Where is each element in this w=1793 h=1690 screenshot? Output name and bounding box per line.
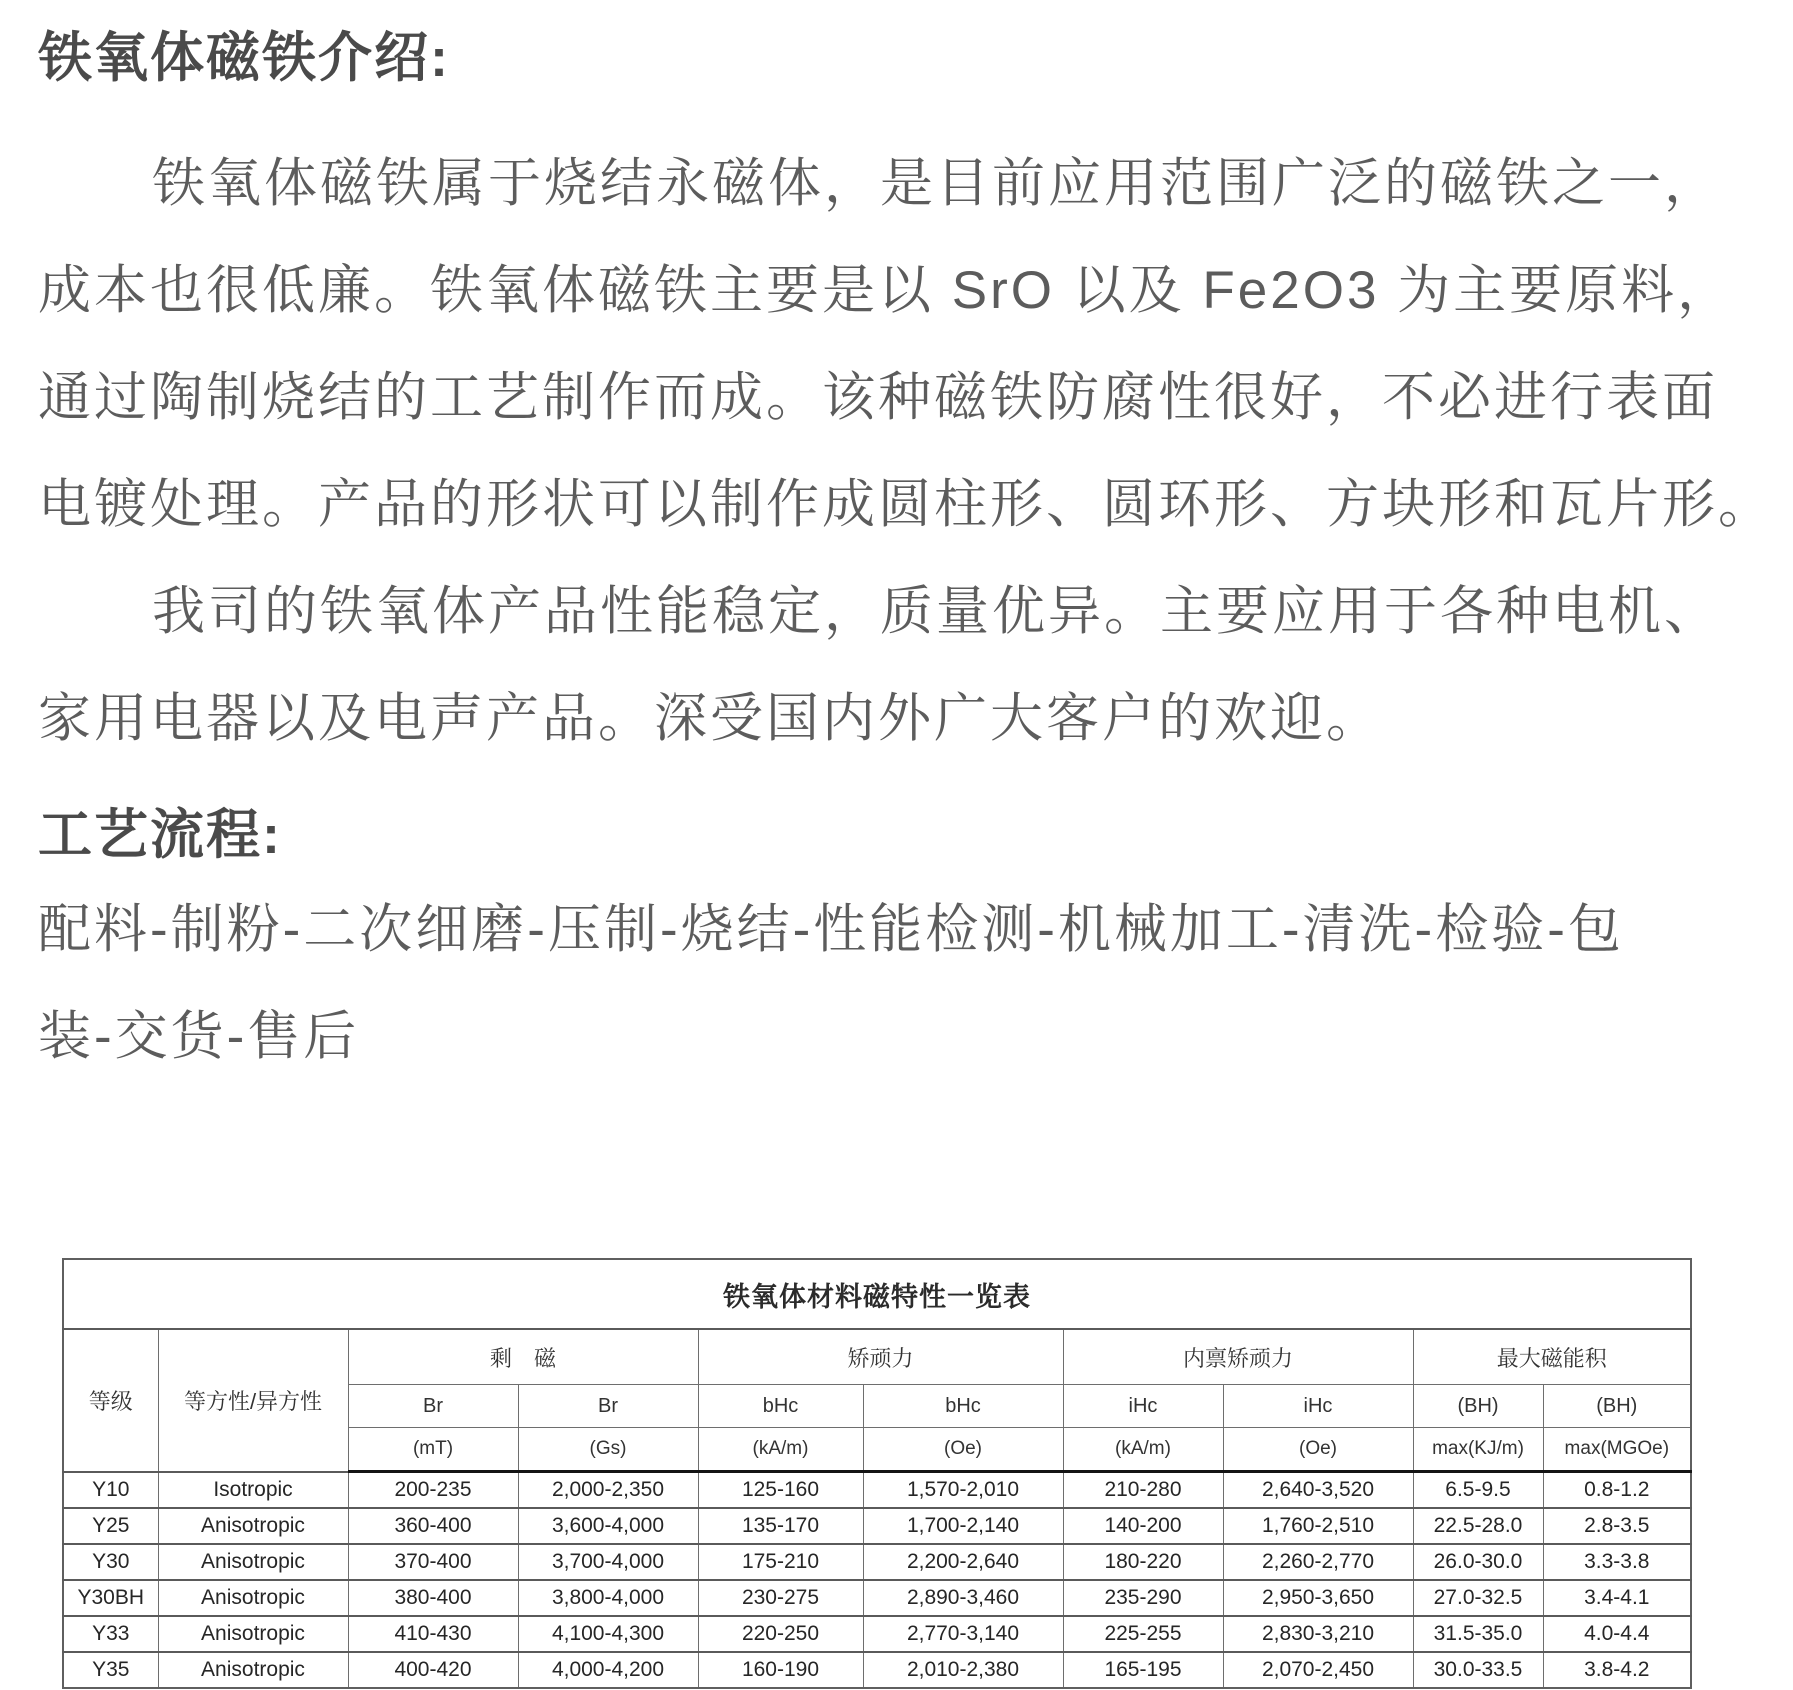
- table-cell: 360-400: [348, 1508, 518, 1544]
- table-cell: 225-255: [1063, 1616, 1223, 1652]
- process-line-2: 装-交货-售后: [38, 1007, 360, 1066]
- table-cell: 210-280: [1063, 1472, 1223, 1509]
- table-cell: 2,010-2,380: [863, 1652, 1063, 1688]
- table-cell: Y10: [63, 1472, 158, 1509]
- table-cell: 27.0-32.5: [1413, 1580, 1543, 1616]
- col-header-bh-mgoe: (BH): [1543, 1385, 1691, 1428]
- table-cell: 31.5-35.0: [1413, 1616, 1543, 1652]
- table-cell: 1,760-2,510: [1223, 1508, 1413, 1544]
- table-cell: 4.0-4.4: [1543, 1616, 1691, 1652]
- table-cell: 30.0-33.5: [1413, 1652, 1543, 1688]
- unit-bhc-kam: (kA/m): [698, 1428, 863, 1472]
- table-cell: Anisotropic: [158, 1544, 348, 1580]
- intro-line-1: 铁氧体磁铁属于烧结永磁体，是目前应用范围广泛的磁铁之一，: [152, 154, 1720, 213]
- table-cell: 140-200: [1063, 1508, 1223, 1544]
- table-cell: 3.4-4.1: [1543, 1580, 1691, 1616]
- table-cell: 125-160: [698, 1472, 863, 1509]
- table-cell: 165-195: [1063, 1652, 1223, 1688]
- unit-ihc-kam: (kA/m): [1063, 1428, 1223, 1472]
- col-header-ihc-kam: iHc: [1063, 1385, 1223, 1428]
- col-header-bhc-kam: bHc: [698, 1385, 863, 1428]
- table-cell: 2,950-3,650: [1223, 1580, 1413, 1616]
- process-line-1: 配料-制粉-二次细磨-压制-烧结-性能检测-机械加工-清洗-检验-包: [38, 900, 1624, 959]
- table-cell: 2.8-3.5: [1543, 1508, 1691, 1544]
- col-group-intrinsic-coercivity: 内禀矫顽力: [1063, 1329, 1413, 1385]
- process-heading: 工艺流程:: [38, 805, 282, 865]
- table-title-row: [63, 1259, 1691, 1329]
- unit-bh-mgoe: max(MGOe): [1543, 1428, 1691, 1472]
- col-header-bhc-oe: bHc: [863, 1385, 1063, 1428]
- table-cell: 2,260-2,770: [1223, 1544, 1413, 1580]
- table-row-y35: [63, 1652, 1691, 1688]
- table-cell: Anisotropic: [158, 1652, 348, 1688]
- intro-line-2: 成本也很低廉。铁氧体磁铁主要是以 SrO 以及 Fe2O3 为主要原料，: [38, 261, 1734, 320]
- table-cell: 3,800-4,000: [518, 1580, 698, 1616]
- table-cell: Y33: [63, 1616, 158, 1652]
- col-group-remanence: 剩 磁: [348, 1329, 698, 1385]
- table-cell: 3.3-3.8: [1543, 1544, 1691, 1580]
- table-cell: 200-235: [348, 1472, 518, 1509]
- table-cell: 180-220: [1063, 1544, 1223, 1580]
- table-cell: 230-275: [698, 1580, 863, 1616]
- unit-bhc-oe: (Oe): [863, 1428, 1063, 1472]
- table-cell: Y30BH: [63, 1580, 158, 1616]
- col-header-br-gs: Br: [518, 1385, 698, 1428]
- unit-bh-kj: max(KJ/m): [1413, 1428, 1543, 1472]
- table-cell: Anisotropic: [158, 1508, 348, 1544]
- intro-line-5: 我司的铁氧体产品性能稳定，质量优异。主要应用于各种电机、: [152, 582, 1720, 641]
- table-cell: 135-170: [698, 1508, 863, 1544]
- table-row-y33: [63, 1616, 1691, 1652]
- table-cell: 2,000-2,350: [518, 1472, 698, 1509]
- table-cell: Anisotropic: [158, 1616, 348, 1652]
- col-group-max-energy-product: 最大磁能积: [1413, 1329, 1691, 1385]
- table-cell: 3,700-4,000: [518, 1544, 698, 1580]
- table-cell: 2,770-3,140: [863, 1616, 1063, 1652]
- col-header-isotropy: 等方性/异方性: [158, 1329, 348, 1472]
- col-group-coercivity: 矫顽力: [698, 1329, 1063, 1385]
- table-cell: 26.0-30.0: [1413, 1544, 1543, 1580]
- table-cell: 2,830-3,210: [1223, 1616, 1413, 1652]
- table-cell: Isotropic: [158, 1472, 348, 1509]
- table-cell: 0.8-1.2: [1543, 1472, 1691, 1509]
- col-header-grade: 等级: [63, 1329, 158, 1472]
- table-cell: 2,640-3,520: [1223, 1472, 1413, 1509]
- unit-ihc-oe: (Oe): [1223, 1428, 1413, 1472]
- table-cell: 400-420: [348, 1652, 518, 1688]
- table-row-y30bh: [63, 1580, 1691, 1616]
- table-group-header-row: [63, 1329, 1691, 1385]
- table-cell: Y25: [63, 1508, 158, 1544]
- table-row-y25: [63, 1508, 1691, 1544]
- table-row-y10: [63, 1472, 1691, 1509]
- table-cell: 4,100-4,300: [518, 1616, 698, 1652]
- table-cell: 175-210: [698, 1544, 863, 1580]
- table-cell: 220-250: [698, 1616, 863, 1652]
- table-cell: 4,000-4,200: [518, 1652, 698, 1688]
- table-cell: 235-290: [1063, 1580, 1223, 1616]
- table-cell: 1,700-2,140: [863, 1508, 1063, 1544]
- table-cell: Y35: [63, 1652, 158, 1688]
- table-cell: 6.5-9.5: [1413, 1472, 1543, 1509]
- table-cell: 370-400: [348, 1544, 518, 1580]
- intro-heading: 铁氧体磁铁介绍:: [38, 28, 450, 88]
- table-cell: 1,570-2,010: [863, 1472, 1063, 1509]
- col-header-br-mt: Br: [348, 1385, 518, 1428]
- table-cell: Y30: [63, 1544, 158, 1580]
- table-cell: 160-190: [698, 1652, 863, 1688]
- table-cell: 410-430: [348, 1616, 518, 1652]
- table-cell: 3,600-4,000: [518, 1508, 698, 1544]
- table-cell: 3.8-4.2: [1543, 1652, 1691, 1688]
- intro-line-4: 电镀处理。产品的形状可以制作成圆柱形、圆环形、方块形和瓦片形。: [38, 475, 1774, 534]
- unit-br-mt: (mT): [348, 1428, 518, 1472]
- table-cell: Anisotropic: [158, 1580, 348, 1616]
- table-cell: 380-400: [348, 1580, 518, 1616]
- table-row-y30: [63, 1544, 1691, 1580]
- table-cell: 22.5-28.0: [1413, 1508, 1543, 1544]
- col-header-bh-kj: (BH): [1413, 1385, 1543, 1428]
- magnetic-properties-table: [62, 1258, 1692, 1689]
- table-title: 铁氧体材料磁特性一览表: [63, 1259, 1691, 1329]
- col-header-ihc-oe: iHc: [1223, 1385, 1413, 1428]
- intro-line-6: 家用电器以及电声产品。深受国内外广大客户的欢迎。: [38, 689, 1382, 748]
- table-cell: 2,070-2,450: [1223, 1652, 1413, 1688]
- intro-line-3: 通过陶制烧结的工艺制作而成。该种磁铁防腐性很好，不必进行表面: [38, 368, 1718, 427]
- table-cell: 2,200-2,640: [863, 1544, 1063, 1580]
- unit-br-gs: (Gs): [518, 1428, 698, 1472]
- table-cell: 2,890-3,460: [863, 1580, 1063, 1616]
